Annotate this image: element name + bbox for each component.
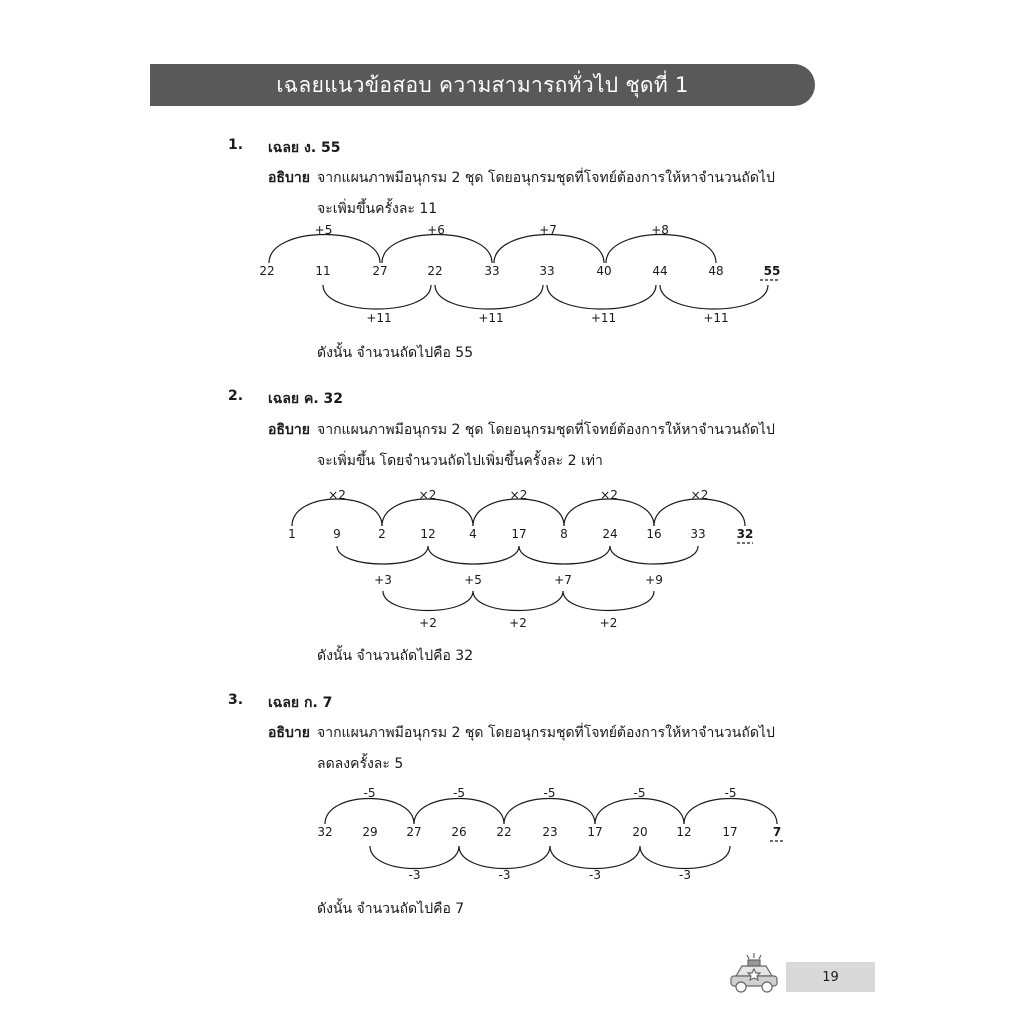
bottom-arc bbox=[660, 285, 768, 309]
sequence-number: 27 bbox=[372, 264, 388, 278]
top-arc bbox=[504, 799, 595, 825]
sequence-number: 40 bbox=[596, 264, 612, 278]
explain-label: อธิบาย bbox=[268, 422, 310, 438]
middle-arc bbox=[519, 546, 610, 564]
car-icon bbox=[728, 952, 780, 994]
top-step-label: -5 bbox=[363, 786, 376, 800]
explain-line-1: จากแผนภาพมีอนุกรม 2 ชุด โดยอนุกรมชุดที่โจทย์ต้องการให้หาจำนวนถัดไป bbox=[317, 422, 775, 438]
top-arc bbox=[494, 235, 604, 264]
sequence-number: 22 bbox=[427, 264, 443, 278]
sequence-diagram-3 bbox=[0, 782, 1024, 892]
sequence-number: 22 bbox=[496, 825, 512, 839]
sequence-number: 26 bbox=[451, 825, 467, 839]
sequence-number: 17 bbox=[722, 825, 738, 839]
sequence-number: 20 bbox=[632, 825, 648, 839]
answer-number: 7 bbox=[772, 825, 782, 839]
bottom-arc bbox=[563, 591, 654, 611]
bottom-step-label: -3 bbox=[679, 868, 691, 882]
top-step-label: ×2 bbox=[509, 488, 528, 502]
sequence-number: 29 bbox=[362, 825, 378, 839]
page-number-box bbox=[786, 962, 875, 992]
explain-label: อธิบาย bbox=[268, 170, 310, 186]
sequence-number: 1 bbox=[288, 527, 296, 541]
sequence-number: 24 bbox=[602, 527, 618, 541]
answer-number: 32 bbox=[736, 527, 754, 541]
top-arc bbox=[292, 499, 382, 526]
bottom-step-label: +2 bbox=[419, 616, 437, 630]
top-arc bbox=[382, 235, 492, 264]
bottom-arc bbox=[435, 285, 543, 309]
explain-line-2: จะเพิ่มขึ้นครั้งละ 11 bbox=[317, 201, 438, 217]
conclusion: ดังนั้น จำนวนถัดไปคือ 7 bbox=[317, 901, 465, 917]
bottom-step-label: +11 bbox=[590, 311, 617, 325]
bottom-arc bbox=[383, 591, 473, 611]
middle-step-label: +3 bbox=[374, 573, 392, 587]
bottom-step-label: -3 bbox=[498, 868, 511, 882]
top-step-label: ×2 bbox=[418, 488, 437, 502]
bottom-step-label: +11 bbox=[478, 311, 504, 325]
answer-number: 55 bbox=[763, 264, 781, 278]
bottom-step-label: +11 bbox=[366, 311, 392, 325]
bottom-step-label: +2 bbox=[599, 616, 618, 630]
bottom-arc bbox=[473, 591, 563, 611]
sequence-number: 32 bbox=[317, 825, 333, 839]
sequence-number: 23 bbox=[542, 825, 558, 839]
top-step-label: ×2 bbox=[600, 488, 618, 502]
bottom-arc bbox=[323, 285, 431, 309]
explain-line-1: จากแผนภาพมีอนุกรม 2 ชุด โดยอนุกรมชุดที่โจทย์ต้องการให้หาจำนวนถัดไป bbox=[317, 725, 775, 741]
top-step-label: +6 bbox=[427, 223, 445, 237]
sequence-diagram-1 bbox=[0, 220, 1024, 340]
sequence-number: 11 bbox=[315, 264, 331, 278]
middle-step-label: +7 bbox=[554, 573, 572, 587]
top-step-label: -5 bbox=[724, 786, 737, 800]
sequence-number: 4 bbox=[469, 527, 477, 541]
top-arc bbox=[564, 499, 654, 526]
bottom-arc bbox=[547, 285, 656, 309]
answer: เฉลย ง. 55 bbox=[268, 140, 341, 156]
top-step-label: -5 bbox=[543, 786, 556, 800]
top-step-label: -5 bbox=[453, 786, 465, 800]
page-number: 19 bbox=[822, 969, 839, 985]
question-number: 1. bbox=[228, 137, 244, 153]
bottom-step-label: -3 bbox=[589, 868, 601, 882]
top-arc bbox=[473, 499, 564, 526]
top-step-label: ×2 bbox=[328, 488, 346, 502]
top-arc bbox=[269, 235, 380, 264]
sequence-number: 12 bbox=[420, 527, 436, 541]
top-arc bbox=[595, 799, 684, 825]
middle-arc bbox=[428, 546, 519, 564]
sequence-number: 33 bbox=[690, 527, 706, 541]
top-step-label: +8 bbox=[651, 223, 669, 237]
explain-label: อธิบาย bbox=[268, 725, 310, 741]
top-step-label: +5 bbox=[314, 223, 333, 237]
page-title: เฉลยแนวข้อสอบ ความสามารถทั่วไป ชุดที่ 1 bbox=[276, 72, 689, 97]
sequence-number: 2 bbox=[378, 527, 386, 541]
explain-line-2: จะเพิ่มขึ้น โดยจำนวนถัดไปเพิ่มขึ้นครั้งละ 2 เท่า bbox=[317, 453, 603, 469]
sequence-number: 17 bbox=[587, 825, 603, 839]
top-arc bbox=[325, 799, 414, 825]
bottom-arc bbox=[370, 846, 459, 869]
bottom-step-label: -3 bbox=[408, 868, 421, 882]
middle-arc bbox=[610, 546, 698, 564]
sequence-number: 33 bbox=[539, 264, 555, 278]
sequence-number: 27 bbox=[406, 825, 422, 839]
conclusion: ดังนั้น จำนวนถัดไปคือ 55 bbox=[317, 345, 474, 361]
sequence-number: 33 bbox=[484, 264, 500, 278]
middle-step-label: +9 bbox=[645, 573, 663, 587]
sequence-number: 16 bbox=[646, 527, 662, 541]
sequence-diagram-2 bbox=[0, 485, 1024, 635]
top-arc bbox=[684, 799, 777, 825]
bottom-arc bbox=[459, 846, 550, 869]
top-arc bbox=[382, 499, 473, 526]
sequence-number: 8 bbox=[560, 527, 568, 541]
sequence-number: 48 bbox=[708, 264, 724, 278]
middle-arc bbox=[337, 546, 428, 564]
top-arc bbox=[606, 235, 716, 264]
explain-line-1: จากแผนภาพมีอนุกรม 2 ชุด โดยอนุกรมชุดที่โจทย์ต้องการให้หาจำนวนถัดไป bbox=[317, 170, 775, 186]
question-number: 3. bbox=[228, 692, 244, 708]
answer: เฉลย ก. 7 bbox=[268, 695, 333, 711]
sequence-number: 17 bbox=[511, 527, 527, 541]
sequence-number: 12 bbox=[676, 825, 692, 839]
sequence-number: 44 bbox=[652, 264, 668, 278]
question-number: 2. bbox=[228, 388, 244, 404]
top-arc bbox=[414, 799, 504, 825]
bottom-step-label: +11 bbox=[703, 311, 729, 325]
sequence-number: 22 bbox=[259, 264, 275, 278]
explain-line-2: ลดลงครั้งละ 5 bbox=[317, 756, 404, 772]
top-step-label: -5 bbox=[633, 786, 646, 800]
top-step-label: +7 bbox=[539, 223, 557, 237]
middle-step-label: +5 bbox=[464, 573, 482, 587]
bottom-arc bbox=[640, 846, 730, 869]
conclusion: ดังนั้น จำนวนถัดไปคือ 32 bbox=[317, 648, 474, 664]
sequence-number: 9 bbox=[333, 527, 341, 541]
header-bar bbox=[150, 64, 815, 106]
top-arc bbox=[654, 499, 745, 526]
answer: เฉลย ค. 32 bbox=[268, 391, 344, 407]
top-step-label: ×2 bbox=[690, 488, 709, 502]
bottom-step-label: +2 bbox=[509, 616, 527, 630]
bottom-arc bbox=[550, 846, 640, 869]
